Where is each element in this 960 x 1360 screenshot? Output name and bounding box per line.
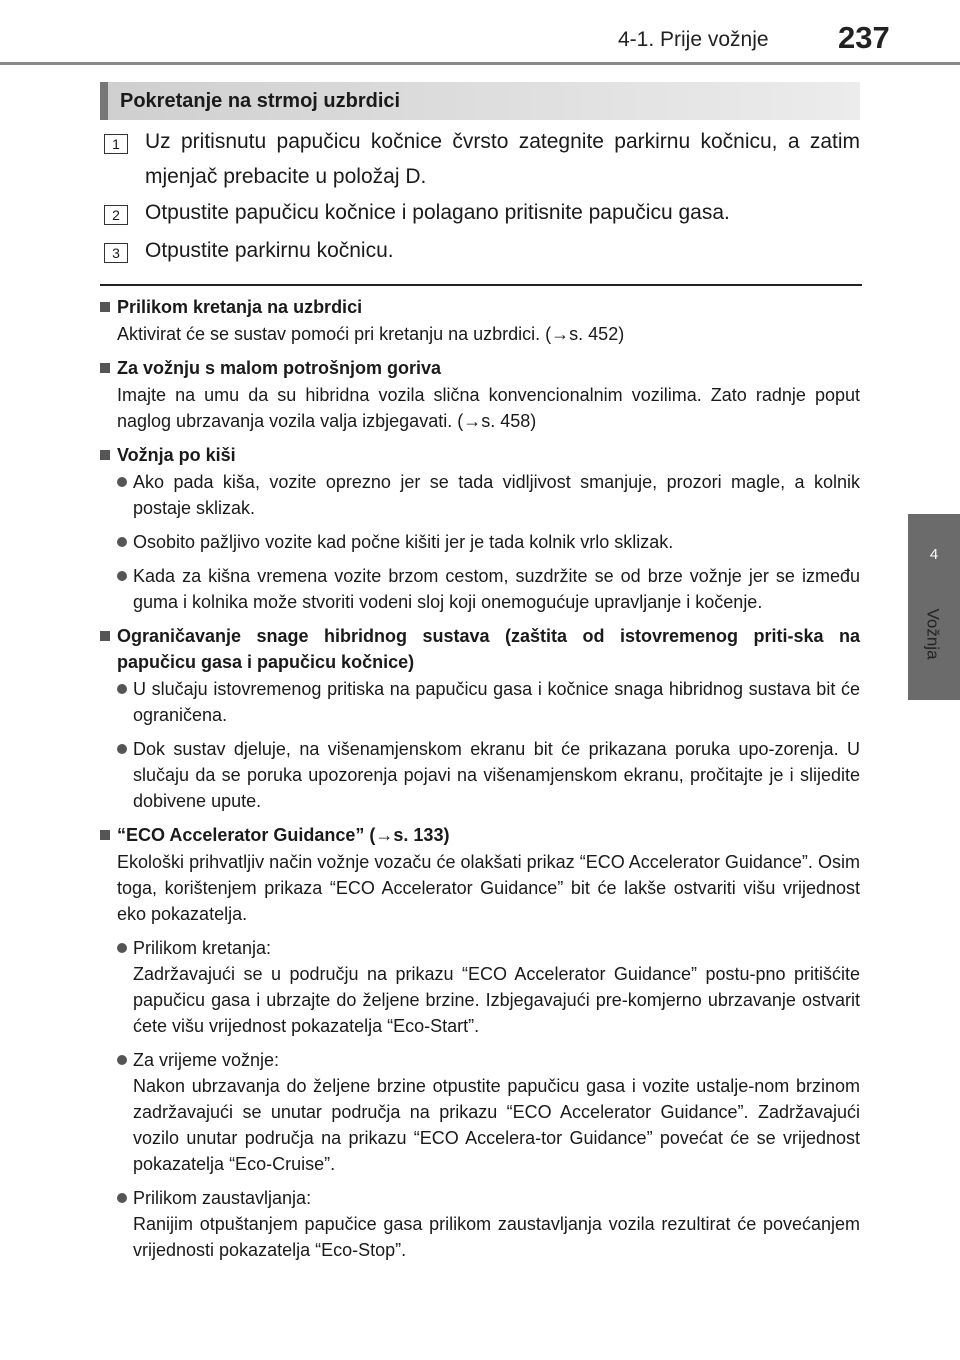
square-bullet-icon [100, 363, 110, 373]
header-rule [0, 62, 960, 65]
bullet-item: Prilikom kretanja: Zadržavajući se u području na prikazu “ECO Accelerator Guidance” postu-pno pritišćite papučicu gasa i ubrzajte do željene brzine. Izbjegavajući pre-komjerno ubrzavanje ostvarit ćete višu vrijednost pokazatelja “Eco-Start”. [100, 935, 860, 1039]
bullet-item: Osobito pažljivo vozite kad počne kišiti jer je tada kolnik vrlo sklizak. [100, 529, 860, 555]
bullet-item: Kada za kišna vremena vozite brzom cestom, suzdržite se od brze vožnje jer se između guma i kolnika može stvoriti vodeni sloj koji onemogućuje upravljanje i kočenje. [100, 563, 860, 615]
bullet-item: Prilikom zaustavljanja: Ranijim otpuštanjem papučice gasa prilikom zaustavljanja vozila rezultirat će povećanjem vrijednosti pokazatelja “Eco-Stop”. [100, 1185, 860, 1263]
bullet-item: Ako pada kiša, vozite oprezno jer se tada vidljivost smanjuje, prozori magle, a kolnik postaje sklizak. [100, 469, 860, 521]
note-heading: Prilikom kretanja na uzbrdici [100, 294, 860, 320]
section-box-title [100, 82, 860, 120]
note-text: Ekološki prihvatljiv način vožnje vozaču će olakšati prikaz “ECO Accelerator Guidance”. Osim toga, korištenjem prikaza “ECO Accelerator Guidance” bit će lakše ostvariti višu vrijednost eko pokazatelja. [117, 852, 860, 924]
round-bullet-icon [117, 943, 127, 953]
note-heading: Ograničavanje snage hibridnog sustava (zaštita od istovremenog priti-ska na papučicu gasa i papučicu kočnice) [100, 623, 860, 675]
chapter-label [911, 608, 955, 660]
square-bullet-icon [100, 450, 110, 460]
step-text-3: Otpustite parkirnu kočnicu. [145, 239, 394, 262]
chapter-number: 4 [929, 546, 939, 563]
step-number-2: 2 [104, 205, 128, 225]
note-heading: Vožnja po kiši [100, 442, 860, 468]
note-text: Aktivirat će se sustav pomoći pri kretanju na uzbrdici. (→s. 452) [117, 324, 625, 344]
title-accent [100, 82, 108, 120]
square-bullet-icon [100, 631, 110, 641]
note-heading: Za vožnju s malom potrošnjom goriva [100, 355, 860, 381]
section-separator [100, 284, 862, 286]
round-bullet-icon [117, 1055, 127, 1065]
round-bullet-icon [117, 571, 127, 581]
square-bullet-icon [100, 302, 110, 312]
box-title-text: Pokretanje na strmoj uzbrdici [120, 90, 401, 112]
round-bullet-icon [117, 684, 127, 694]
step-text-1: Uz pritisnutu papučicu kočnice čvrsto zategnite parkirnu kočnicu, a zatim mjenjač prebacite u položaj D. [145, 130, 860, 188]
square-bullet-icon [100, 830, 110, 840]
note-text: Imajte na umu da su hibridna vozila slična konvencionalnim vozilima. Zato radnje poput naglog ubrzavanja vozila valja izbjegavati. (→s. 458) [117, 385, 860, 431]
notes-content [100, 294, 860, 1263]
chapter-label-text: Vožnja [924, 608, 944, 660]
chapter-tab[interactable] [908, 514, 960, 700]
bullet-item: U slučaju istovremenog pritiska na papučicu gasa i kočnice snaga hibridnog sustava bit će ograničena. [100, 676, 860, 728]
step-text-2: Otpustite papučicu kočnice i polagano pritisnite papučicu gasa. [145, 201, 730, 224]
step-number-1: 1 [104, 134, 128, 154]
round-bullet-icon [117, 477, 127, 487]
section-title: 4-1. Prije vožnje [618, 28, 769, 51]
bullet-item: Dok sustav djeluje, na višenamjenskom ekranu bit će prikazana poruka upo-zorenja. U slučaju da se poruka upozorenja pojavi na višenamjenskom ekranu, pročitajte je i slijedite dobivene upute. [100, 736, 860, 814]
page-number: 237 [838, 20, 890, 55]
step-number-3: 3 [104, 243, 128, 263]
bullet-item: Za vrijeme vožnje: Nakon ubrzavanja do željene brzine otpustite papučicu gasa i vozite ustalje-nom brzinom zadržavajući se unutar područja na prikazu “ECO Accelerator Guidance”. Zadržavajući vozilo unutar područja na prikazu “ECO Accelera-tor Guidance” povećat će se vrijednost pokazatelja “Eco-Cruise”. [100, 1047, 860, 1177]
round-bullet-icon [117, 1193, 127, 1203]
round-bullet-icon [117, 744, 127, 754]
round-bullet-icon [117, 537, 127, 547]
note-heading: “ECO Accelerator Guidance” (→s. 133) [100, 822, 860, 848]
